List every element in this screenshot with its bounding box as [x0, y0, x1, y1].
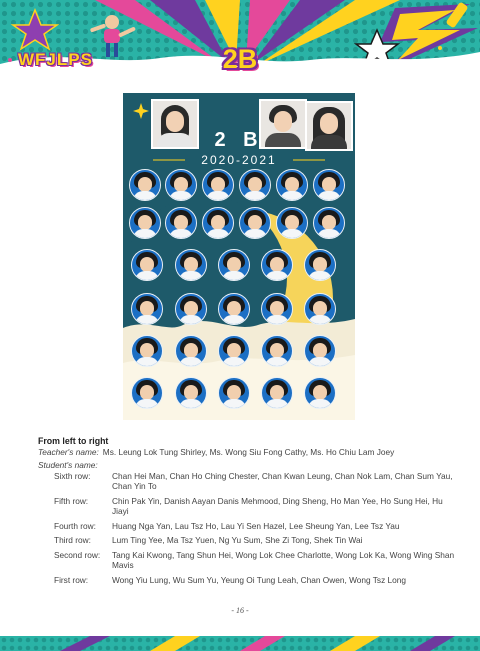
caption-row-first [38, 575, 458, 586]
student-portrait [304, 335, 336, 367]
photo-class-title: 2 B [214, 129, 264, 151]
row-label: Sixth row: [54, 470, 91, 481]
caption-row-second [38, 550, 458, 571]
student-portrait [202, 169, 234, 201]
row-label: Second row: [54, 549, 101, 560]
row-names: Chin Pak Yin, Danish Aayan Danis Mehmood, Ding Sheng, Ho Man Yee, Ho Sung Hei, Hu Jiayi [112, 495, 443, 516]
student-portrait [261, 377, 293, 409]
caption-row-third [38, 535, 458, 546]
row-names: Wong Yiu Lung, Wu Sum Yu, Yeung Oi Tung Leah, Chan Owen, Wong Tsz Long [112, 574, 406, 585]
school-logo: WFJLPS [18, 50, 93, 69]
student-portrait [239, 207, 271, 239]
student-portrait [165, 169, 197, 201]
student-label: Student's name: [38, 460, 98, 470]
student-portrait [276, 169, 308, 201]
row-names: Chan Hei Man, Chan Ho Ching Chester, Chan Kwan Leung, Chan Nok Lam, Chan Sum Yau, Chan Yin To [112, 470, 453, 491]
student-portrait [175, 377, 207, 409]
row-label: Third row: [54, 535, 91, 545]
caption-heading: From left to right [38, 436, 109, 446]
student-portrait [131, 377, 163, 409]
page-footer [0, 636, 480, 651]
student-portrait [131, 293, 163, 325]
caption-row-sixth [38, 471, 458, 492]
student-portrait [261, 335, 293, 367]
student-portrait [313, 207, 345, 239]
student-portrait [175, 249, 207, 281]
student-portrait [261, 293, 293, 325]
class-photo [123, 93, 355, 420]
student-portrait [165, 207, 197, 239]
row-label: Fourth row: [54, 520, 96, 531]
student-portrait [129, 169, 161, 201]
student-portrait [131, 335, 163, 367]
student-portrait [304, 249, 336, 281]
student-portrait [304, 293, 336, 325]
student-portrait [218, 335, 250, 367]
row-names: Huang Nga Yan, Lau Tsz Ho, Lau Yi Sen Hazel, Lee Sheung Yan, Lee Tsz Yau [112, 520, 400, 531]
row-names: Tang Kai Kwong, Tang Shun Hei, Wong Lok Chee Charlotte, Wong Lok Ka, Wong Wing Shan Mavis [112, 549, 455, 570]
photo-school-year: 2020-2021 [201, 153, 277, 167]
student-portrait [175, 335, 207, 367]
student-portrait [131, 249, 163, 281]
footer-decoration [0, 636, 480, 651]
teacher-names: Ms. Leung Lok Tung Shirley, Ms. Wong Siu Fong Cathy, Ms. Ho Chiu Lam Joey [102, 446, 395, 457]
student-portrait [304, 377, 336, 409]
student-portrait [129, 207, 161, 239]
row-label: First row: [54, 574, 89, 585]
student-portrait [239, 169, 271, 201]
caption-row-fourth [38, 521, 458, 532]
row-label: Fifth row: [54, 495, 89, 506]
page-header [0, 0, 480, 92]
page-number: - 16 - [231, 606, 249, 615]
student-portrait [175, 293, 207, 325]
student-portrait [218, 293, 250, 325]
teacher-label: Teacher's name: [38, 446, 99, 457]
student-portrait [261, 249, 293, 281]
student-portrait [202, 207, 234, 239]
student-portrait [218, 249, 250, 281]
class-badge: 2B [222, 44, 258, 74]
caption-row-fifth [38, 496, 458, 517]
photo-captions [38, 436, 458, 585]
student-portrait [276, 207, 308, 239]
row-names: Lum Ting Yee, Ma Tsz Yuen, Ng Yu Sum, She Zi Tong, Shek Tin Wai [112, 535, 363, 545]
student-portrait [313, 169, 345, 201]
student-portrait [218, 377, 250, 409]
